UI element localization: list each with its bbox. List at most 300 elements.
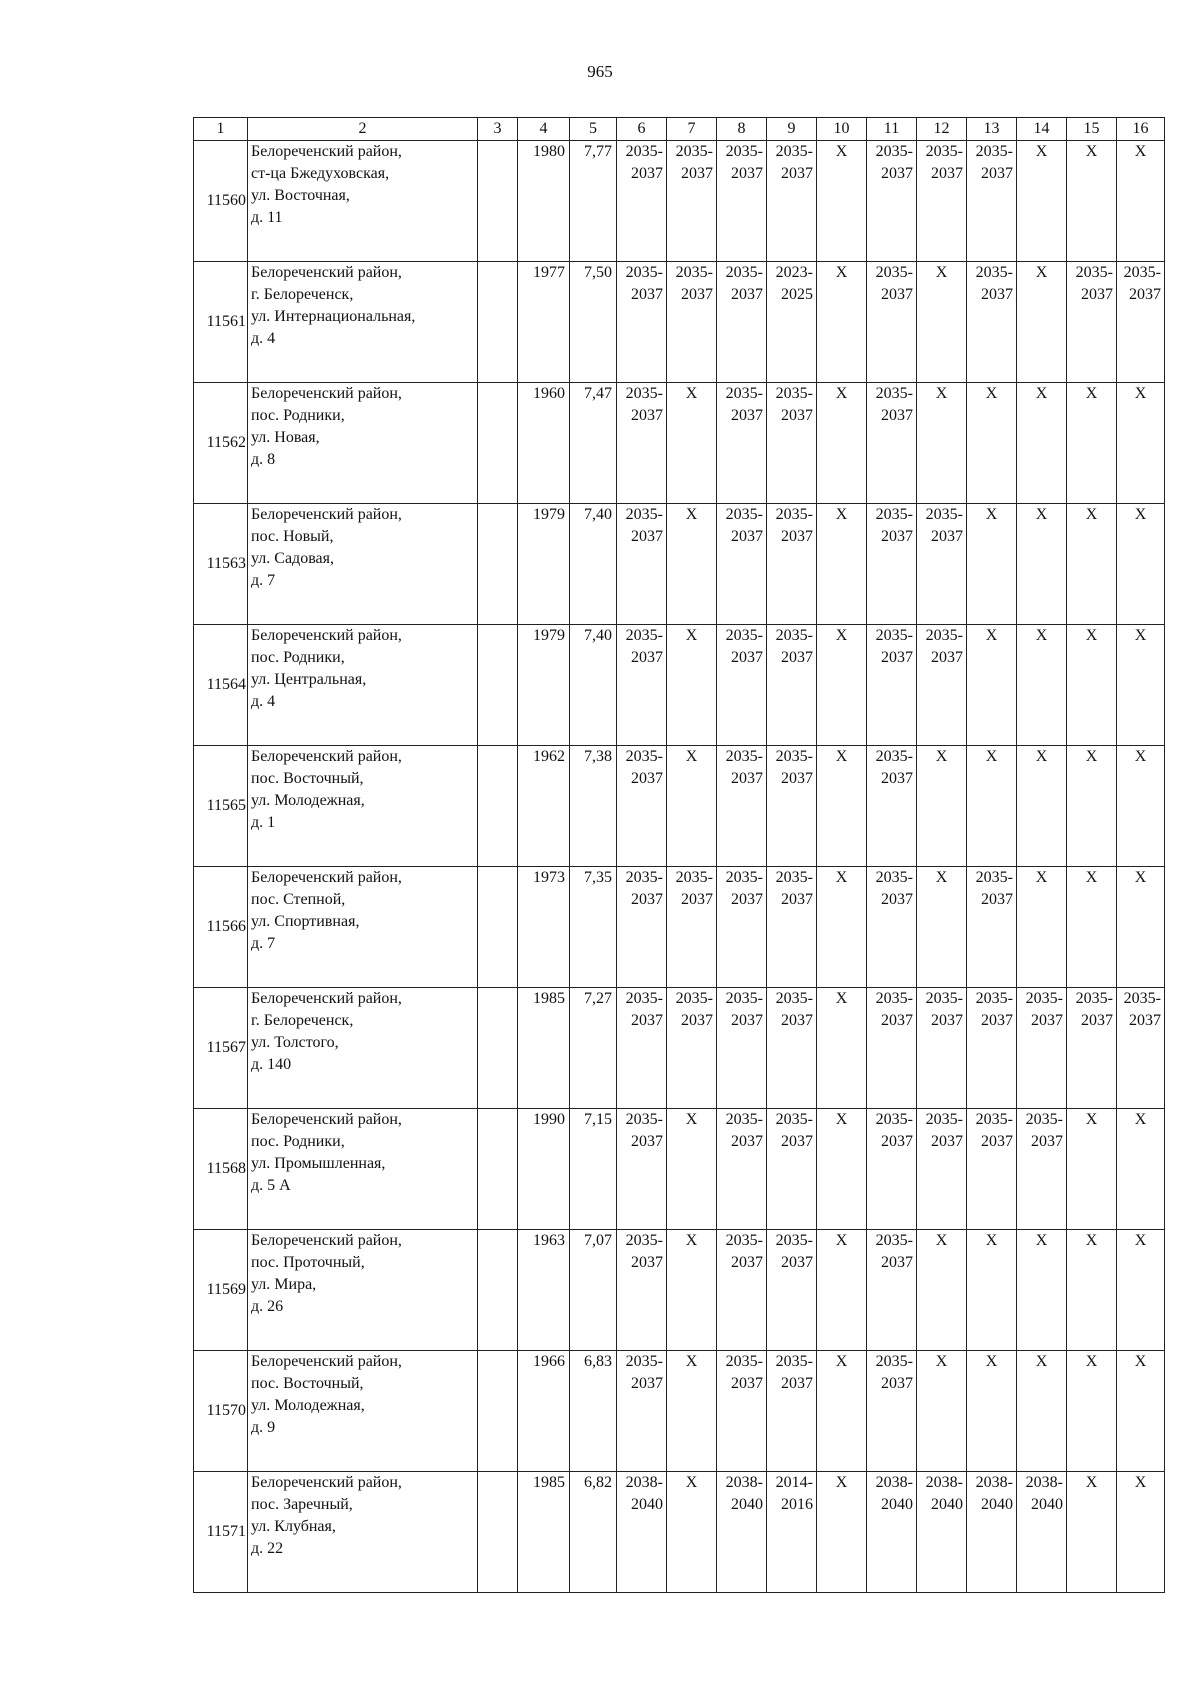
period-cell-col-15 — [1067, 262, 1117, 383]
period-cell-col-15 — [1067, 383, 1117, 504]
not-applicable-mark: X — [1085, 1111, 1098, 1128]
address-line: д. 1 — [251, 814, 276, 831]
period-start: 2035- — [625, 143, 663, 160]
period-start: 2035- — [625, 1232, 663, 1249]
period-cell-col-8 — [717, 867, 767, 988]
period-start: 2035- — [725, 506, 763, 523]
address-line: пос. Новый, — [251, 528, 334, 545]
period-start: 2035- — [675, 264, 713, 281]
address-line: г. Белореченск, — [251, 1012, 354, 1029]
period-cell-col-14 — [1017, 988, 1067, 1109]
period-cell-col-16 — [1117, 383, 1165, 504]
address-line: Белореченский район, — [251, 1111, 402, 1128]
period-end: 2037 — [981, 165, 1013, 182]
period-start: 2035- — [1123, 990, 1161, 1007]
period-end: 2037 — [681, 165, 713, 182]
period-cell-col-10 — [817, 1230, 867, 1351]
not-applicable-mark: X — [1134, 1353, 1147, 1370]
period-cell-col-14 — [1017, 746, 1067, 867]
period-end: 2037 — [931, 649, 963, 666]
period-start: 2035- — [875, 506, 913, 523]
address-line: Белореченский район, — [251, 264, 402, 281]
period-start: 2035- — [975, 869, 1013, 886]
not-applicable-mark: X — [1035, 385, 1048, 402]
not-applicable-mark: X — [1035, 264, 1048, 281]
period-cell-col-11 — [867, 1230, 917, 1351]
period-cell-col-9 — [767, 988, 817, 1109]
period-start: 2035- — [725, 1353, 763, 1370]
period-start: 2035- — [1025, 1111, 1063, 1128]
period-cell-col-10 — [817, 262, 867, 383]
period-cell-col-7 — [667, 625, 717, 746]
address-cell — [248, 867, 478, 988]
not-applicable-mark: X — [1035, 1232, 1048, 1249]
period-start: 2035- — [925, 627, 963, 644]
period-cell-col-10 — [817, 625, 867, 746]
period-start: 2035- — [625, 748, 663, 765]
column-header-1: 1 — [194, 118, 248, 141]
period-cell-col-9 — [767, 625, 817, 746]
period-start: 2035- — [925, 990, 963, 1007]
period-cell-col-15 — [1067, 625, 1117, 746]
period-cell-col-12 — [917, 262, 967, 383]
period-cell-col-11 — [867, 383, 917, 504]
not-applicable-mark: X — [835, 869, 848, 886]
period-start: 2035- — [775, 1353, 813, 1370]
period-cell-col-10 — [817, 504, 867, 625]
not-applicable-mark: X — [935, 1232, 948, 1249]
not-applicable-mark: X — [835, 1232, 848, 1249]
period-end: 2037 — [1081, 1012, 1113, 1029]
value-cell: 7,07 — [570, 1230, 617, 1351]
period-cell-col-9 — [767, 1472, 817, 1593]
period-cell-col-6 — [617, 1109, 667, 1230]
period-start: 2035- — [875, 748, 913, 765]
year-cell: 1980 — [518, 141, 570, 262]
period-start: 2035- — [875, 1353, 913, 1370]
period-cell-col-9 — [767, 867, 817, 988]
address-line: ул. Молодежная, — [251, 792, 365, 809]
period-cell-col-7 — [667, 988, 717, 1109]
address-line: д. 11 — [251, 209, 283, 226]
period-cell-col-16 — [1117, 1230, 1165, 1351]
period-end: 2037 — [881, 770, 913, 787]
table-row — [194, 746, 1165, 867]
column-header-11: 11 — [867, 118, 917, 141]
period-start: 2035- — [675, 990, 713, 1007]
period-cell-col-11 — [867, 262, 917, 383]
period-end: 2037 — [881, 528, 913, 545]
header-row — [194, 118, 1165, 141]
year-cell: 1963 — [518, 1230, 570, 1351]
period-start: 2035- — [875, 1111, 913, 1128]
column-3-cell — [478, 262, 518, 383]
period-cell-col-15 — [1067, 867, 1117, 988]
address-line: ул. Толстого, — [251, 1034, 339, 1051]
not-applicable-mark: X — [835, 748, 848, 765]
year-cell: 1966 — [518, 1351, 570, 1472]
period-cell-col-10 — [817, 141, 867, 262]
address-line: д. 4 — [251, 330, 276, 347]
period-start: 2038- — [925, 1474, 963, 1491]
period-start: 2035- — [725, 748, 763, 765]
column-header-8: 8 — [717, 118, 767, 141]
column-3-cell — [478, 1109, 518, 1230]
period-cell-col-7 — [667, 262, 717, 383]
period-end: 2040 — [881, 1496, 913, 1513]
table-body — [194, 141, 1165, 1593]
table-row — [194, 1472, 1165, 1593]
period-cell-col-7 — [667, 1109, 717, 1230]
column-header-12: 12 — [917, 118, 967, 141]
value-cell: 7,27 — [570, 988, 617, 1109]
not-applicable-mark: X — [1134, 627, 1147, 644]
period-start: 2038- — [625, 1474, 663, 1491]
address-line: пос. Восточный, — [251, 1375, 364, 1392]
period-end: 2037 — [881, 1254, 913, 1271]
period-cell-col-14 — [1017, 867, 1067, 988]
period-cell-col-8 — [717, 625, 767, 746]
period-cell-col-12 — [917, 867, 967, 988]
period-end: 2037 — [781, 1012, 813, 1029]
not-applicable-mark: X — [1134, 1474, 1147, 1491]
period-cell-col-9 — [767, 1109, 817, 1230]
period-start: 2035- — [775, 869, 813, 886]
address-line: пос. Родники, — [251, 649, 345, 666]
period-cell-col-8 — [717, 746, 767, 867]
period-cell-col-9 — [767, 1351, 817, 1472]
not-applicable-mark: X — [985, 385, 998, 402]
period-start: 2035- — [625, 990, 663, 1007]
address-line: д. 7 — [251, 935, 276, 952]
table-row — [194, 1109, 1165, 1230]
row-id: 11563 — [194, 504, 248, 625]
address-line: Белореченский район, — [251, 627, 402, 644]
period-cell-col-15 — [1067, 1351, 1117, 1472]
value-cell: 7,77 — [570, 141, 617, 262]
period-cell-col-10 — [817, 1109, 867, 1230]
period-start: 2035- — [775, 627, 813, 644]
row-id: 11569 — [194, 1230, 248, 1351]
row-id: 11570 — [194, 1351, 248, 1472]
row-id: 11566 — [194, 867, 248, 988]
address-line: пос. Заречный, — [251, 1496, 353, 1513]
year-cell: 1985 — [518, 988, 570, 1109]
period-end: 2037 — [631, 649, 663, 666]
column-header-13: 13 — [967, 118, 1017, 141]
address-line: д. 9 — [251, 1419, 276, 1436]
table-row — [194, 504, 1165, 625]
address-line: ул. Промышленная, — [251, 1155, 386, 1172]
period-cell-col-11 — [867, 746, 917, 867]
period-start: 2035- — [1075, 990, 1113, 1007]
period-end: 2016 — [781, 1496, 813, 1513]
period-start: 2035- — [725, 990, 763, 1007]
period-end: 2037 — [681, 891, 713, 908]
period-end: 2037 — [631, 891, 663, 908]
not-applicable-mark: X — [835, 506, 848, 523]
period-end: 2040 — [981, 1496, 1013, 1513]
period-cell-col-16 — [1117, 625, 1165, 746]
address-cell — [248, 504, 478, 625]
address-cell — [248, 141, 478, 262]
period-start: 2035- — [725, 1111, 763, 1128]
period-end: 2037 — [731, 1133, 763, 1150]
period-end: 2037 — [731, 649, 763, 666]
period-cell-col-10 — [817, 746, 867, 867]
period-cell-col-6 — [617, 625, 667, 746]
not-applicable-mark: X — [935, 264, 948, 281]
period-end: 2025 — [781, 286, 813, 303]
not-applicable-mark: X — [1134, 748, 1147, 765]
column-header-15: 15 — [1067, 118, 1117, 141]
column-3-cell — [478, 867, 518, 988]
period-start: 2035- — [775, 748, 813, 765]
address-line: Белореченский район, — [251, 385, 402, 402]
period-start: 2035- — [725, 627, 763, 644]
period-cell-col-6 — [617, 1472, 667, 1593]
not-applicable-mark: X — [985, 627, 998, 644]
period-cell-col-8 — [717, 1351, 767, 1472]
period-cell-col-7 — [667, 746, 717, 867]
period-cell-col-16 — [1117, 867, 1165, 988]
row-id: 11568 — [194, 1109, 248, 1230]
period-cell-col-7 — [667, 867, 717, 988]
period-cell-col-8 — [717, 383, 767, 504]
period-start: 2038- — [1025, 1474, 1063, 1491]
period-start: 2035- — [975, 143, 1013, 160]
not-applicable-mark: X — [935, 748, 948, 765]
year-cell: 1990 — [518, 1109, 570, 1230]
address-line: г. Белореченск, — [251, 286, 354, 303]
period-start: 2035- — [975, 990, 1013, 1007]
period-cell-col-7 — [667, 141, 717, 262]
period-end: 2037 — [631, 1254, 663, 1271]
period-start: 2035- — [625, 385, 663, 402]
not-applicable-mark: X — [685, 1353, 698, 1370]
not-applicable-mark: X — [1085, 1353, 1098, 1370]
period-start: 2035- — [1075, 264, 1113, 281]
period-start: 2023- — [775, 264, 813, 281]
period-cell-col-14 — [1017, 141, 1067, 262]
period-end: 2037 — [881, 1133, 913, 1150]
period-end: 2037 — [731, 407, 763, 424]
not-applicable-mark: X — [1085, 385, 1098, 402]
period-cell-col-12 — [917, 383, 967, 504]
not-applicable-mark: X — [685, 748, 698, 765]
period-cell-col-13 — [967, 1230, 1017, 1351]
not-applicable-mark: X — [1035, 627, 1048, 644]
address-line: Белореченский район, — [251, 748, 402, 765]
row-id: 11565 — [194, 746, 248, 867]
period-cell-col-10 — [817, 988, 867, 1109]
period-start: 2035- — [775, 506, 813, 523]
column-3-cell — [478, 988, 518, 1109]
period-cell-col-6 — [617, 988, 667, 1109]
address-line: ул. Новая, — [251, 429, 320, 446]
not-applicable-mark: X — [1035, 506, 1048, 523]
period-cell-col-12 — [917, 988, 967, 1109]
period-cell-col-7 — [667, 1351, 717, 1472]
table-row — [194, 1351, 1165, 1472]
period-cell-col-6 — [617, 504, 667, 625]
period-cell-col-10 — [817, 867, 867, 988]
address-line: ул. Восточная, — [251, 187, 350, 204]
period-cell-col-7 — [667, 504, 717, 625]
period-cell-col-6 — [617, 383, 667, 504]
not-applicable-mark: X — [1085, 869, 1098, 886]
address-line: Белореченский район, — [251, 1232, 402, 1249]
period-cell-col-15 — [1067, 1472, 1117, 1593]
not-applicable-mark: X — [985, 506, 998, 523]
period-cell-col-6 — [617, 1351, 667, 1472]
period-cell-col-15 — [1067, 1230, 1117, 1351]
period-cell-col-11 — [867, 1472, 917, 1593]
row-id: 11571 — [194, 1472, 248, 1593]
column-header-2: 2 — [248, 118, 478, 141]
not-applicable-mark: X — [1085, 1232, 1098, 1249]
period-end: 2037 — [631, 1133, 663, 1150]
value-cell: 7,40 — [570, 625, 617, 746]
period-cell-col-12 — [917, 625, 967, 746]
address-line: пос. Степной, — [251, 891, 346, 908]
period-end: 2037 — [981, 286, 1013, 303]
column-3-cell — [478, 746, 518, 867]
not-applicable-mark: X — [1035, 748, 1048, 765]
period-cell-col-13 — [967, 1472, 1017, 1593]
period-end: 2037 — [1031, 1012, 1063, 1029]
not-applicable-mark: X — [985, 1232, 998, 1249]
not-applicable-mark: X — [685, 506, 698, 523]
year-cell: 1962 — [518, 746, 570, 867]
address-line: ул. Центральная, — [251, 671, 367, 688]
not-applicable-mark: X — [685, 1111, 698, 1128]
row-id: 11561 — [194, 262, 248, 383]
period-start: 2035- — [875, 143, 913, 160]
period-end: 2037 — [781, 407, 813, 424]
period-end: 2040 — [1031, 1496, 1063, 1513]
period-start: 2035- — [625, 506, 663, 523]
period-end: 2037 — [731, 165, 763, 182]
period-end: 2037 — [1129, 1012, 1161, 1029]
period-cell-col-12 — [917, 1351, 967, 1472]
address-line: ул. Садовая, — [251, 550, 334, 567]
period-end: 2037 — [1031, 1133, 1063, 1150]
period-cell-col-11 — [867, 625, 917, 746]
period-start: 2035- — [1123, 264, 1161, 281]
address-cell — [248, 383, 478, 504]
period-cell-col-10 — [817, 383, 867, 504]
period-end: 2037 — [881, 1375, 913, 1392]
period-cell-col-9 — [767, 504, 817, 625]
address-line: д. 4 — [251, 693, 276, 710]
period-start: 2035- — [875, 1232, 913, 1249]
period-end: 2037 — [631, 1012, 663, 1029]
value-cell: 7,38 — [570, 746, 617, 867]
period-end: 2037 — [881, 165, 913, 182]
address-line: д. 7 — [251, 572, 276, 589]
period-cell-col-11 — [867, 867, 917, 988]
period-cell-col-13 — [967, 746, 1017, 867]
period-cell-col-12 — [917, 141, 967, 262]
not-applicable-mark: X — [985, 1353, 998, 1370]
column-3-cell — [478, 141, 518, 262]
period-start: 2035- — [1025, 990, 1063, 1007]
period-end: 2037 — [731, 770, 763, 787]
period-cell-col-16 — [1117, 988, 1165, 1109]
not-applicable-mark: X — [1134, 143, 1147, 160]
period-start: 2035- — [875, 869, 913, 886]
not-applicable-mark: X — [1134, 869, 1147, 886]
period-cell-col-6 — [617, 262, 667, 383]
period-start: 2035- — [625, 627, 663, 644]
period-cell-col-11 — [867, 1351, 917, 1472]
address-line: Белореченский район, — [251, 506, 402, 523]
period-cell-col-14 — [1017, 625, 1067, 746]
period-start: 2035- — [625, 1111, 663, 1128]
not-applicable-mark: X — [835, 1111, 848, 1128]
not-applicable-mark: X — [1134, 385, 1147, 402]
period-end: 2037 — [731, 1012, 763, 1029]
period-start: 2035- — [725, 869, 763, 886]
value-cell: 7,40 — [570, 504, 617, 625]
period-cell-col-15 — [1067, 141, 1117, 262]
period-end: 2037 — [1129, 286, 1161, 303]
period-cell-col-16 — [1117, 1109, 1165, 1230]
period-end: 2037 — [731, 528, 763, 545]
period-cell-col-6 — [617, 867, 667, 988]
period-end: 2037 — [931, 1012, 963, 1029]
column-3-cell — [478, 504, 518, 625]
period-cell-col-12 — [917, 1230, 967, 1351]
period-cell-col-12 — [917, 1109, 967, 1230]
period-end: 2040 — [731, 1496, 763, 1513]
period-end: 2037 — [1081, 286, 1113, 303]
period-cell-col-15 — [1067, 504, 1117, 625]
address-line: ст-ца Бжедуховская, — [251, 165, 390, 182]
not-applicable-mark: X — [685, 1474, 698, 1491]
not-applicable-mark: X — [835, 143, 848, 160]
table-row — [194, 141, 1165, 262]
address-line: пос. Родники, — [251, 407, 345, 424]
address-line: д. 26 — [251, 1298, 284, 1315]
period-cell-col-13 — [967, 867, 1017, 988]
period-cell-col-10 — [817, 1351, 867, 1472]
table-row — [194, 1230, 1165, 1351]
period-cell-col-12 — [917, 746, 967, 867]
address-line: Белореченский район, — [251, 143, 402, 160]
table-row — [194, 988, 1165, 1109]
period-cell-col-15 — [1067, 746, 1117, 867]
register-table — [193, 117, 1165, 1593]
period-start: 2035- — [675, 869, 713, 886]
period-cell-col-9 — [767, 746, 817, 867]
period-cell-col-14 — [1017, 1109, 1067, 1230]
period-cell-col-14 — [1017, 504, 1067, 625]
period-cell-col-9 — [767, 141, 817, 262]
period-cell-col-16 — [1117, 262, 1165, 383]
row-id: 11567 — [194, 988, 248, 1109]
not-applicable-mark: X — [835, 990, 848, 1007]
period-cell-col-7 — [667, 383, 717, 504]
column-header-6: 6 — [617, 118, 667, 141]
period-cell-col-11 — [867, 1109, 917, 1230]
year-cell: 1985 — [518, 1472, 570, 1593]
period-cell-col-16 — [1117, 141, 1165, 262]
not-applicable-mark: X — [685, 385, 698, 402]
period-start: 2035- — [775, 990, 813, 1007]
not-applicable-mark: X — [985, 748, 998, 765]
